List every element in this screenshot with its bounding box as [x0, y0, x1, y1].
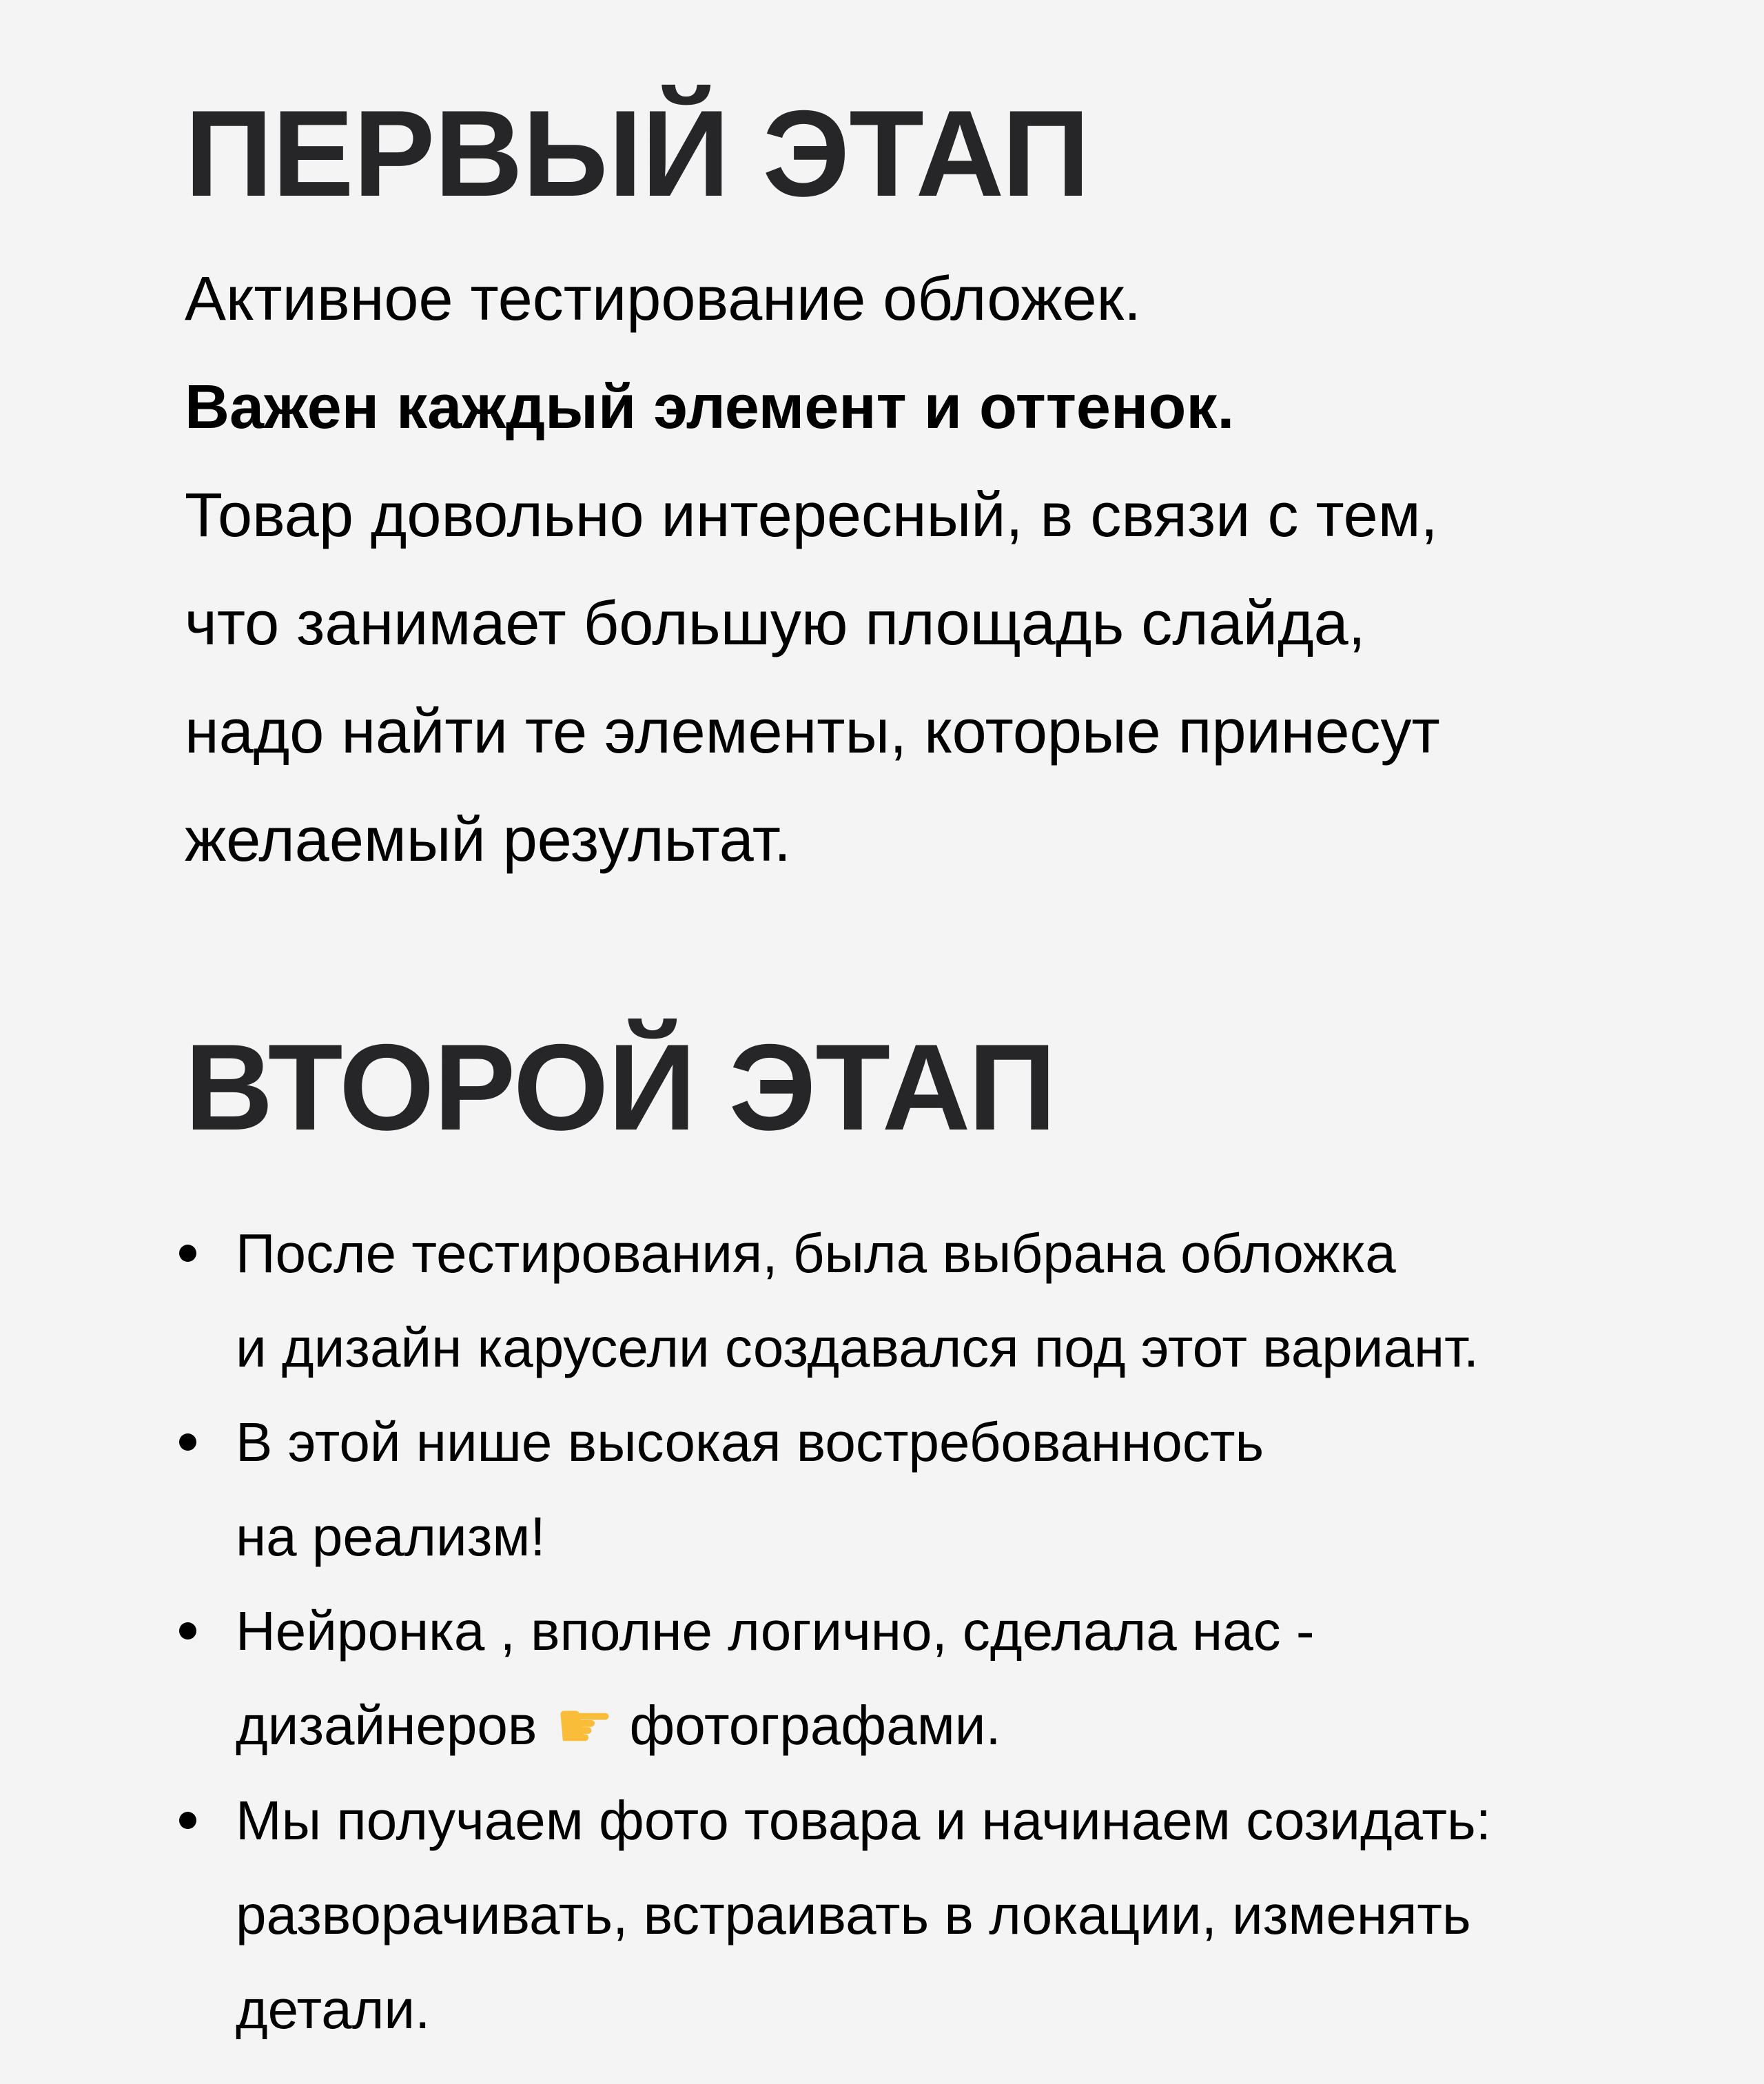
bullet-line-text-after: фотографами.	[629, 1695, 1001, 1756]
bullet-line: После тестирования, была выбрана обложка	[236, 1223, 1396, 1284]
bullet-item	[236, 1773, 1585, 2056]
paragraph-line-bold: Важен каждый элемент и оттенок.	[185, 373, 1235, 442]
bullet-line: детали.	[236, 1979, 431, 2040]
bullet-dot-icon	[179, 1622, 196, 1639]
bullet-line: Нейронка , вполне логично, сделала нас -	[236, 1600, 1315, 1662]
bullet-line-text-before: дизайнеров	[236, 1695, 537, 1756]
bullet-line: В этой нише высокая востребованность	[236, 1411, 1264, 1473]
bullet-dot-icon	[179, 1245, 196, 1262]
second-stage-heading: ВТОРОЙ ЭТАП	[185, 1019, 1056, 1156]
paragraph-line: Активное тестирование обложек.	[185, 265, 1142, 334]
bullet-line: и дизайн карусели создавался под этот вариант.	[236, 1317, 1479, 1378]
pointing-right-emoji: ☛	[555, 1687, 615, 1764]
bullet-item	[236, 1584, 1585, 1773]
bullet-dot-icon	[179, 1812, 196, 1829]
paragraph-line: желаемый результат.	[185, 806, 792, 875]
paragraph-line: что занимает большую площадь слайда,	[185, 589, 1366, 658]
first-stage-heading: ПЕРВЫЙ ЭТАП	[185, 85, 1089, 222]
bullet-item	[236, 1206, 1585, 1395]
paragraph-line: надо найти те элементы, которые принесут	[185, 697, 1440, 766]
paragraph-line: Товар довольно интересный, в связи с тем,	[185, 481, 1438, 550]
section-second-stage	[185, 1019, 1585, 2056]
bullet-line-with-emoji	[236, 1678, 1585, 1773]
first-stage-paragraph	[185, 245, 1585, 895]
section-first-stage	[185, 85, 1585, 895]
bullet-item	[236, 1395, 1585, 1584]
bullet-line: Мы получаем фото товара и начинаем созидать:	[236, 1790, 1491, 1851]
bullet-dot-icon	[179, 1433, 196, 1451]
bullet-line: на реализм!	[236, 1506, 546, 1567]
bullet-line: разворачивать, встраивать в локации, изменять	[236, 1884, 1471, 1945]
second-stage-bullet-list	[185, 1206, 1585, 2056]
